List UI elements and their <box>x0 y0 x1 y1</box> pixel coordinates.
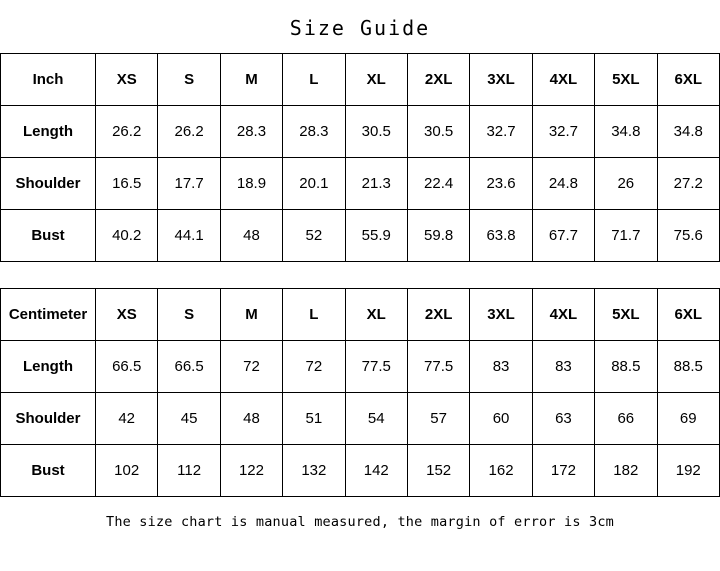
cell-shoulder-2xl: 57 <box>407 393 469 445</box>
cell-length-xs: 66.5 <box>96 341 158 393</box>
column-header-5xl: 5XL <box>595 289 657 341</box>
cell-bust-5xl: 71.7 <box>595 210 657 262</box>
cell-bust-xs: 102 <box>96 445 158 497</box>
cell-shoulder-l: 20.1 <box>283 158 345 210</box>
cell-length-s: 66.5 <box>158 341 220 393</box>
cell-length-s: 26.2 <box>158 106 220 158</box>
column-header-xl: XL <box>345 54 407 106</box>
cell-bust-4xl: 67.7 <box>532 210 594 262</box>
cell-shoulder-3xl: 23.6 <box>470 158 532 210</box>
column-header-5xl: 5XL <box>595 54 657 106</box>
cell-bust-6xl: 192 <box>657 445 719 497</box>
row-label-bust: Bust <box>1 210 96 262</box>
cell-shoulder-6xl: 69 <box>657 393 719 445</box>
measurement-note: The size chart is manual measured, the margin of error is 3cm <box>106 514 614 530</box>
table-header-row <box>1 289 720 341</box>
table-row <box>1 341 720 393</box>
cell-length-3xl: 83 <box>470 341 532 393</box>
cell-length-6xl: 34.8 <box>657 106 719 158</box>
cell-shoulder-6xl: 27.2 <box>657 158 719 210</box>
cell-shoulder-5xl: 66 <box>595 393 657 445</box>
column-header-2xl: 2XL <box>407 289 469 341</box>
cell-shoulder-l: 51 <box>283 393 345 445</box>
cell-shoulder-xs: 42 <box>96 393 158 445</box>
row-label-shoulder: Shoulder <box>1 158 96 210</box>
column-header-6xl: 6XL <box>657 54 719 106</box>
column-header-3xl: 3XL <box>470 289 532 341</box>
row-label-length: Length <box>1 106 96 158</box>
cell-shoulder-3xl: 60 <box>470 393 532 445</box>
cell-shoulder-4xl: 63 <box>532 393 594 445</box>
cell-shoulder-m: 18.9 <box>220 158 282 210</box>
cell-shoulder-5xl: 26 <box>595 158 657 210</box>
cell-bust-xl: 55.9 <box>345 210 407 262</box>
table-row <box>1 393 720 445</box>
column-header-s: S <box>158 289 220 341</box>
cell-bust-l: 52 <box>283 210 345 262</box>
cell-shoulder-2xl: 22.4 <box>407 158 469 210</box>
size-table-centimeter <box>0 288 720 497</box>
column-header-m: M <box>220 54 282 106</box>
cell-shoulder-s: 17.7 <box>158 158 220 210</box>
cell-length-l: 28.3 <box>283 106 345 158</box>
page-title: Size Guide <box>289 16 431 40</box>
cell-length-6xl: 88.5 <box>657 341 719 393</box>
cell-shoulder-s: 45 <box>158 393 220 445</box>
column-header-s: S <box>158 54 220 106</box>
column-header-xs: XS <box>96 289 158 341</box>
table-row <box>1 210 720 262</box>
cell-bust-5xl: 182 <box>595 445 657 497</box>
cell-length-xl: 30.5 <box>345 106 407 158</box>
cell-shoulder-xl: 21.3 <box>345 158 407 210</box>
cell-bust-3xl: 63.8 <box>470 210 532 262</box>
cell-bust-xl: 142 <box>345 445 407 497</box>
column-header-4xl: 4XL <box>532 54 594 106</box>
cell-bust-m: 122 <box>220 445 282 497</box>
row-label-shoulder: Shoulder <box>1 393 96 445</box>
cell-length-5xl: 88.5 <box>595 341 657 393</box>
cell-length-l: 72 <box>283 341 345 393</box>
cell-shoulder-m: 48 <box>220 393 282 445</box>
cell-length-3xl: 32.7 <box>470 106 532 158</box>
column-header-2xl: 2XL <box>407 54 469 106</box>
column-header-l: L <box>283 54 345 106</box>
cell-length-m: 72 <box>220 341 282 393</box>
table-header-row <box>1 54 720 106</box>
cell-length-2xl: 77.5 <box>407 341 469 393</box>
column-header-4xl: 4XL <box>532 289 594 341</box>
table-row <box>1 158 720 210</box>
cell-bust-s: 112 <box>158 445 220 497</box>
table-row <box>1 445 720 497</box>
cell-shoulder-4xl: 24.8 <box>532 158 594 210</box>
cell-bust-s: 44.1 <box>158 210 220 262</box>
cell-length-xl: 77.5 <box>345 341 407 393</box>
cell-bust-m: 48 <box>220 210 282 262</box>
cell-length-2xl: 30.5 <box>407 106 469 158</box>
cell-bust-3xl: 162 <box>470 445 532 497</box>
cell-shoulder-xs: 16.5 <box>96 158 158 210</box>
row-label-bust: Bust <box>1 445 96 497</box>
table-row <box>1 106 720 158</box>
cell-length-4xl: 83 <box>532 341 594 393</box>
column-header-xl: XL <box>345 289 407 341</box>
row-label-length: Length <box>1 341 96 393</box>
column-header-3xl: 3XL <box>470 54 532 106</box>
cell-length-4xl: 32.7 <box>532 106 594 158</box>
cell-bust-2xl: 59.8 <box>407 210 469 262</box>
cell-length-xs: 26.2 <box>96 106 158 158</box>
cell-bust-4xl: 172 <box>532 445 594 497</box>
cell-bust-6xl: 75.6 <box>657 210 719 262</box>
column-header-xs: XS <box>96 54 158 106</box>
cell-bust-l: 132 <box>283 445 345 497</box>
cell-bust-2xl: 152 <box>407 445 469 497</box>
size-table-inch <box>0 53 720 262</box>
cell-length-m: 28.3 <box>220 106 282 158</box>
cell-shoulder-xl: 54 <box>345 393 407 445</box>
cell-bust-xs: 40.2 <box>96 210 158 262</box>
column-header-6xl: 6XL <box>657 289 719 341</box>
table-separator <box>0 262 720 288</box>
unit-label-inch: Inch <box>1 54 96 106</box>
column-header-m: M <box>220 289 282 341</box>
column-header-l: L <box>283 289 345 341</box>
unit-label-centimeter: Centimeter <box>1 289 96 341</box>
cell-length-5xl: 34.8 <box>595 106 657 158</box>
